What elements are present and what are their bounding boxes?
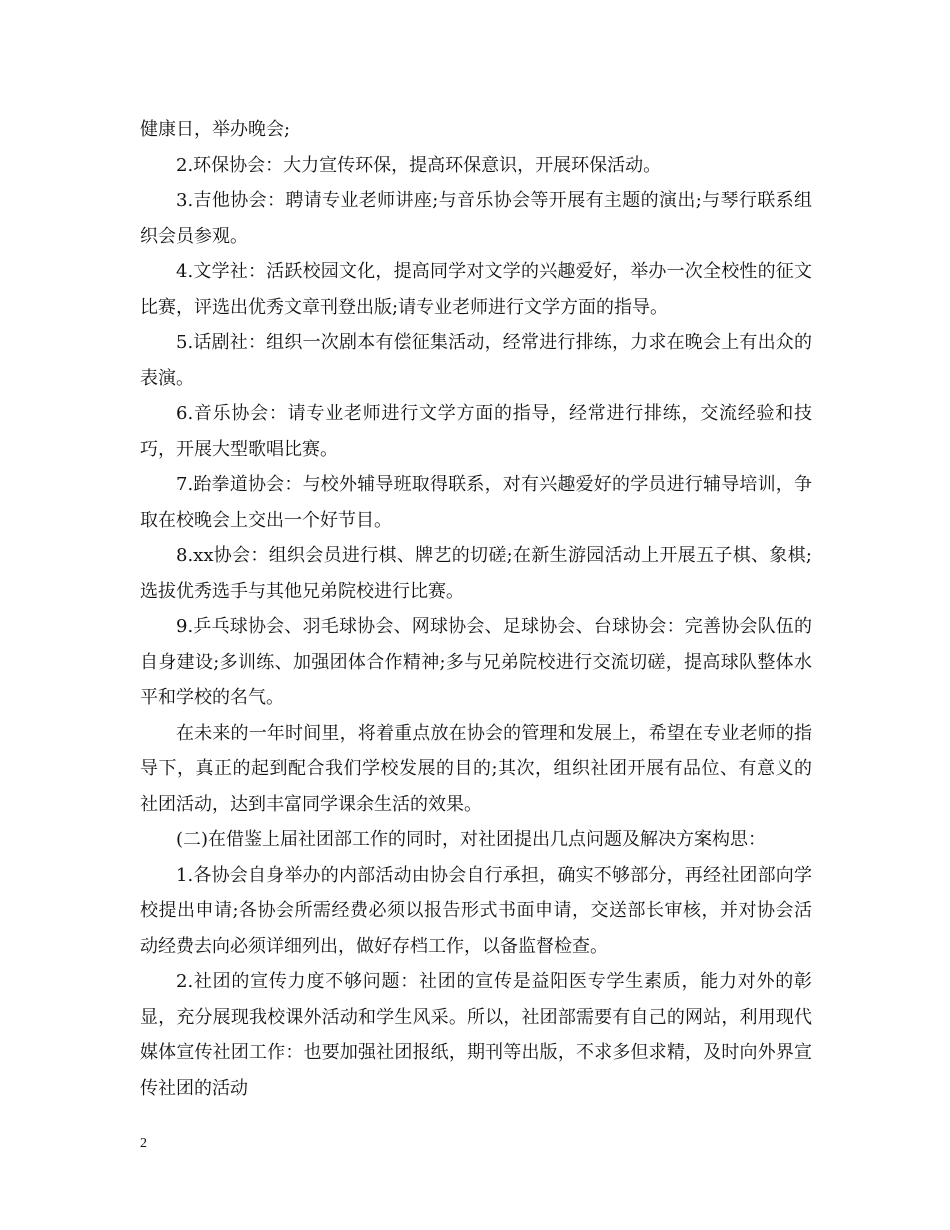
paragraph-8: 8.xx协会：组织会员进行棋、牌艺的切磋;在新生游园活动上开展五子棋、象棋;选拔优秀选手与其他兄弟院校进行比赛。: [140, 545, 812, 602]
paragraph-9: 9.乒乓球协会、羽毛球协会、网球协会、足球协会、台球协会：完善协会队伍的自身建设;多训练、加强团体合作精神;多与兄弟院校进行交流切磋，提高球队整体水平和学校的名气。: [140, 616, 812, 708]
paragraph-5: 5.话剧社：组织一次剧本有偿征集活动，经常进行排练，力求在晚会上有出众的表演。: [140, 332, 812, 389]
page-number: 2: [140, 1136, 147, 1151]
paragraph-1: 健康日，举办晚会;: [140, 119, 291, 140]
paragraph-13: 2.社团的宣传力度不够问题：社团的宣传是益阳医专学生素质，能力对外的彰显，充分展现我校课外活动和学生风采。所以，社团部需要有自己的网站，利用现代媒体宣传社团工作：也要加强社团报纸，期刊等出版，不求多但求精，及时向外界宣传社团的活动: [140, 971, 812, 1099]
paragraph-2: 2.环保协会：大力宣传环保，提高环保意识，开展环保活动。: [176, 154, 662, 176]
paragraph-6: 6.音乐协会：请专业老师进行文学方面的指导，经常进行排练，交流经验和技巧，开展大型歌唱比赛。: [140, 403, 812, 460]
paragraph-11: (二)在借鉴上届社团部工作的同时，对社团提出几点问题及解决方案构思：: [176, 829, 767, 850]
paragraph-10: 在未来的一年时间里，将着重点放在协会的管理和发展上，希望在专业老师的指导下，真正的起到配合我们学校发展的目的;其次，组织社团开展有品位、有意义的社团活动，达到丰富同学课余生活的效果。: [140, 722, 812, 815]
paragraph-4: 4.文学社：活跃校园文化，提高同学对文学的兴趣爱好，举办一次全校性的征文比赛，评选出优秀文章刊登出版;请专业老师进行文学方面的指导。: [140, 261, 812, 318]
paragraph-12: 1.各协会自身举办的内部活动由协会自行承担，确实不够部分，再经社团部向学校提出申请;各协会所需经费必须以报告形式书面申请，交送部长审核，并对协会活动经费去向必须详细列出，做好存档工作，以备监督检查。: [140, 864, 812, 957]
document-body: [140, 112, 812, 1106]
paragraph-7: 7.跆拳道协会：与校外辅导班取得联系，对有兴趣爱好的学员进行辅导培训，争取在校晚会上交出一个好节目。: [140, 474, 812, 531]
paragraph-3: 3.吉他协会：聘请专业老师讲座;与音乐协会等开展有主题的演出;与琴行联系组织会员参观。: [140, 190, 812, 247]
